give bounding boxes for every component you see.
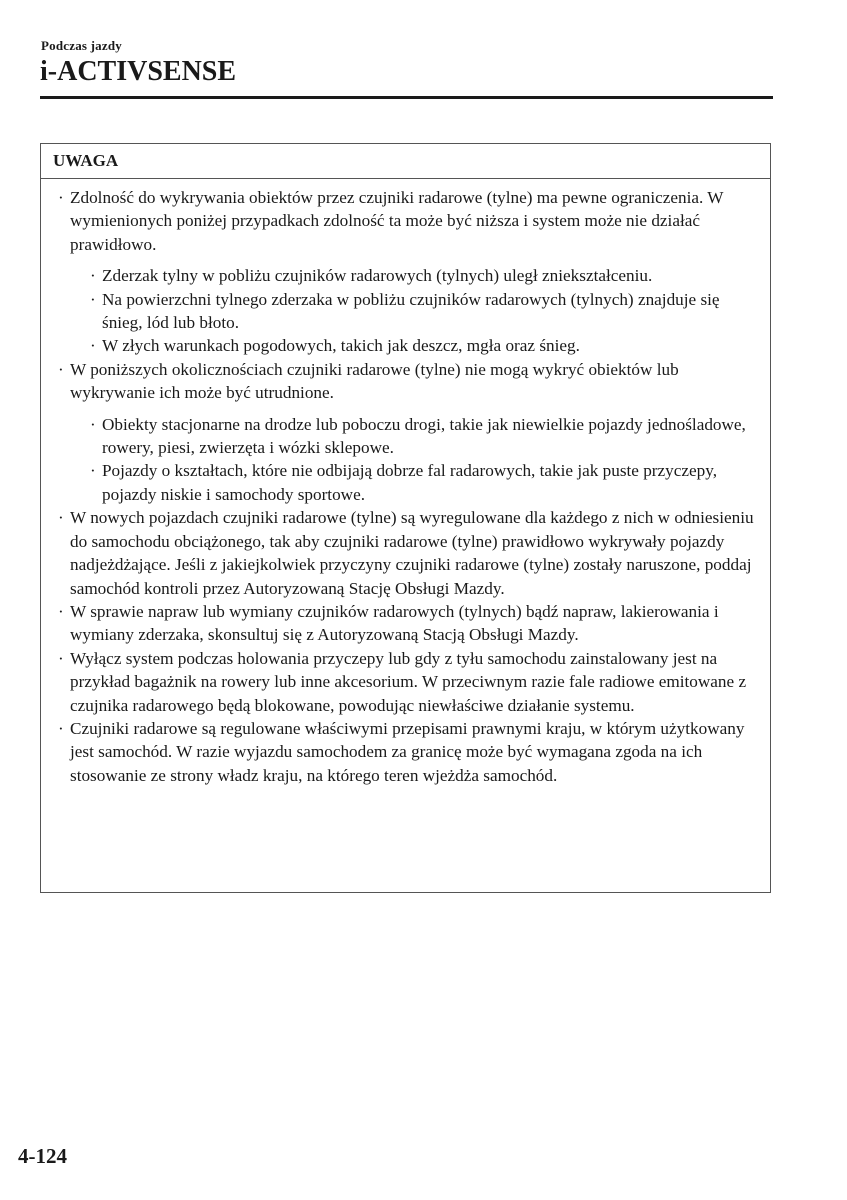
notice-item-text: W nowych pojazdach czujniki radarowe (tylne) są wyregulowane dla każdego z nich w odniesieniu do samochodu obciążonego, tak aby czujniki radarowe (tylne) prawidłowo wykrywały pojazdy nadjeżdżające. Jeśli z jakiejkolwiek przyczyny czujniki radarowe (tylne) zostały naruszone, poddaj samochód kontroli przez Autoryzowaną Stację Obsługi Mazdy.	[70, 508, 754, 598]
bullet-dot: ·	[58, 648, 64, 668]
notice-item	[55, 647, 756, 717]
notice-item-text: Czujniki radarowe są regulowane właściwymi przepisami prawnymi kraju, w którym użytkowany jest samochód. W razie wyjazdu samochodem za granicę może być wymagana zgoda na ich stosowanie ze strony władz kraju, na którego teren wjeżdża samochód.	[70, 718, 745, 785]
notice-box	[40, 143, 771, 893]
sub-item	[70, 264, 756, 287]
sub-item	[70, 459, 756, 506]
notice-heading: UWAGA	[41, 144, 770, 179]
bullet-dot: ·	[90, 414, 96, 434]
notice-item	[55, 600, 756, 647]
notice-item-text: W sprawie napraw lub wymiany czujników radarowych (tylnych) bądź napraw, lakierowania i wymiany zderzaka, skonsultuj się z Autoryzowaną Stacją Obsługi Mazdy.	[70, 601, 719, 645]
notice-item	[55, 506, 756, 600]
sub-item	[70, 288, 756, 335]
sub-item-text: Na powierzchni tylnego zderzaka w pobliżu czujników radarowych (tylnych) znajduje się śnieg, lód lub błoto.	[102, 289, 720, 333]
sub-item	[70, 334, 756, 357]
page-number: 4-124	[18, 1144, 67, 1168]
bullet-dot: ·	[58, 601, 64, 621]
sub-item-text: W złych warunkach pogodowych, takich jak deszcz, mgła oraz śnieg.	[102, 336, 580, 356]
sub-item-text: Obiekty stacjonarne na drodze lub poboczu drogi, takie jak niewielkie pojazdy jednośladowe, rowery, piesi, zwierzęta i wózki sklepowe.	[102, 414, 746, 458]
bullet-dot: ·	[58, 508, 64, 528]
notice-item	[55, 358, 756, 506]
bullet-dot: ·	[58, 359, 64, 379]
title-divider	[40, 96, 773, 99]
notice-item	[55, 717, 756, 787]
page-title: i-ACTIVSENSE	[40, 56, 237, 87]
bullet-dot: ·	[90, 336, 96, 356]
notice-item-text: W poniższych okolicznościach czujniki radarowe (tylne) nie mogą wykryć obiektów lub wykrywanie ich może być utrudnione.	[70, 359, 679, 403]
bullet-dot: ·	[58, 188, 64, 207]
sub-item-text: Zderzak tylny w pobliżu czujników radarowych (tylnych) uległ zniekształceniu.	[102, 266, 653, 286]
sub-item	[70, 413, 756, 460]
sub-list	[70, 264, 756, 358]
bullet-dot: ·	[90, 289, 96, 309]
sub-list	[70, 413, 756, 507]
notice-body	[41, 179, 770, 787]
sub-item-text: Pojazdy o kształtach, które nie odbijają dobrze fal radarowych, takie jak puste przyczepy, pojazdy niskie i samochody sportowe.	[102, 461, 717, 504]
notice-item	[55, 186, 756, 358]
notice-item-text: Zdolność do wykrywania obiektów przez czujniki radarowe (tylne) ma pewne ograniczenia. W wymienionych poniżej przypadkach zdolność ta może być niższa i system może nie działać prawidłowo.	[70, 188, 724, 254]
bullet-dot: ·	[90, 266, 96, 286]
section-label: Podczas jazdy	[41, 38, 122, 53]
bullet-dot: ·	[58, 718, 64, 738]
bullet-dot: ·	[90, 461, 96, 481]
notice-item-text: Wyłącz system podczas holowania przyczepy lub gdy z tyłu samochodu zainstalowany jest na przykład bagażnik na rowery lub inne akcesorium. W przeciwnym razie fale radiowe emitowane z czujnika radarowego będą blokowane, powodując niewłaściwe działanie systemu.	[70, 648, 747, 715]
